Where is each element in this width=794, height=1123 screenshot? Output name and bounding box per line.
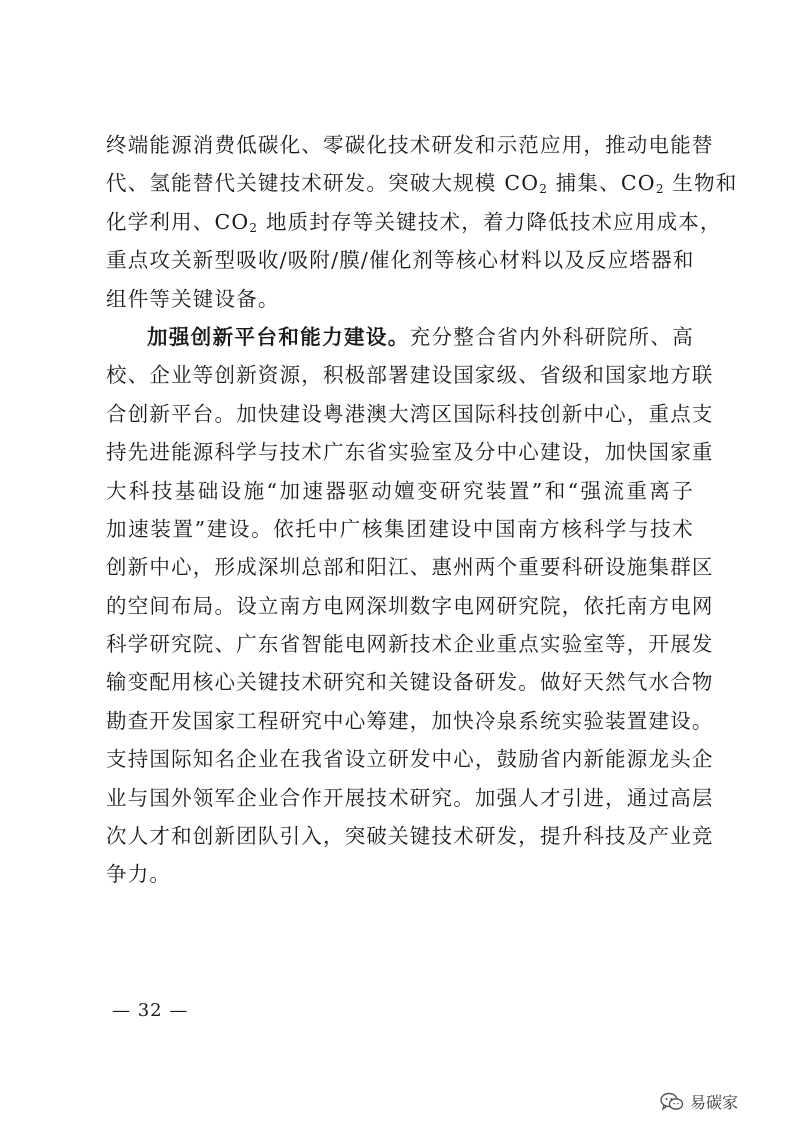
- text-line: 创新中心，形成深圳总部和阳江、惠州两个重要科研设施集群区: [106, 555, 714, 580]
- text-line: 次人才和创新团队引入，突破关键技术研发，提升科技及产业竞: [106, 824, 714, 849]
- text-line: 支持国际知名企业在我省设立研发中心，鼓励省内新能源龙头企: [106, 747, 714, 772]
- text-line: 业与国外领军企业合作开展技术研究。加强人才引进，通过高层: [106, 785, 714, 810]
- text-line: 代、氢能替代关键技术研发。突破大规模 $CO_2$ 捕集、$CO_2$ 生物和: [106, 171, 738, 197]
- text-line: 组件等关键设备。: [106, 286, 280, 311]
- wechat-icon: [660, 1092, 684, 1112]
- paragraph-2: [106, 318, 714, 894]
- body-text: [106, 126, 738, 894]
- text-line: 大科技基础设施“加速器驱动嬗变研究装置”和“强流重离子: [106, 478, 694, 503]
- text-line: 输变配用核心关键技术研究和关键设备研发。做好天然气水合物: [106, 670, 714, 695]
- watermark-text: 易碳家: [690, 1093, 739, 1112]
- text-line: 终端能源消费低碳化、零碳化技术研发和示范应用，推动电能替: [106, 133, 714, 157]
- page-number: — 32 —: [112, 1000, 189, 1021]
- text-line: 勘查开发国家工程研究中心筹建，加快冷泉系统实验装置建设。: [106, 708, 714, 733]
- text-line: 校、企业等创新资源，积极部署建设国家级、省级和国家地方联: [106, 363, 714, 388]
- paragraph-1: [106, 126, 738, 318]
- text-line: 加强创新平台和能力建设。充分整合省内外科研院所、高: [147, 324, 694, 349]
- text-line: 加速装置”建设。依托中广核集团建设中国南方核科学与技术: [106, 516, 694, 541]
- text-line: 持先进能源科学与技术广东省实验室及分中心建设，加快国家重: [106, 440, 714, 465]
- paragraph-lead-heading: 加强创新平台和能力建设。: [147, 324, 410, 349]
- text-line: 重点攻关新型吸收/吸附/膜/催化剂等核心材料以及反应塔器和: [106, 248, 695, 273]
- text-line: 的空间布局。设立南方电网深圳数字电网研究院，依托南方电网: [106, 593, 714, 618]
- text-line: 科学研究院、广东省智能电网新技术企业重点实验室等，开展发: [106, 632, 714, 657]
- text-line: 争力。: [106, 862, 172, 887]
- text-line: 化学利用、$CO_2$ 地质封存等关键技术，着力降低技术应用成本，: [106, 209, 722, 235]
- watermark: [660, 1090, 738, 1113]
- text-line: 合创新平台。加快建设粤港澳大湾区国际科技创新中心，重点支: [106, 401, 714, 426]
